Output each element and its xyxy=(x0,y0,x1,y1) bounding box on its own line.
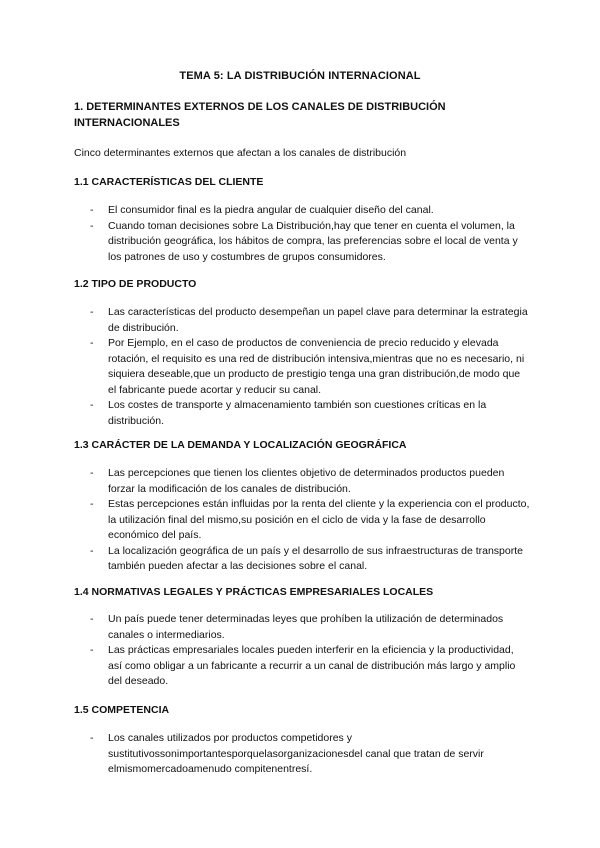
bullet-dash: - xyxy=(90,644,94,656)
main-heading: 1. DETERMINANTES EXTERNOS DE LOS CANALES DE DISTRIBUCIÓN INTERNACIONALES xyxy=(74,101,446,129)
list-item: - La localización geográfica de un país y el desarrollo de sus infraestructuras de transporte también pueden afectar a las decisiones sobre el canal. xyxy=(90,544,523,572)
list-item: - Las prácticas empresariales locales pueden interferir en la eficiencia y la productividad, así como obligar a un fabricante a recurrir a un canal de distribución más largo y amplio del deseado. xyxy=(90,644,516,687)
document-title: TEMA 5: LA DISTRIBUCIÓN INTERNACIONAL xyxy=(179,70,421,82)
section-list-1-2 xyxy=(90,305,530,429)
section-heading-1-4: 1.4 NORMATIVAS LEGALES Y PRÁCTICAS EMPRESARIALES LOCALES xyxy=(74,586,434,598)
section-list-1-3 xyxy=(90,466,530,575)
list-item: - Cuando toman decisiones sobre La Distribución,hay que tener en cuenta el volumen, la distribución geográfica, los hábitos de compra, las preferencias sobre el local de venta y los patrones de uso y costumbres de grupos consumidores. xyxy=(90,219,518,263)
list-item: - El consumidor final es la piedra angular de cualquier diseño del canal. xyxy=(90,203,530,219)
section-list-1-4 xyxy=(90,612,530,690)
list-item: - Los canales utilizados por productos competidores y sustitutivossonimportantesporquelasorganizacionesdel canal que tratan de servir elmismomercadoamenudo compitenentresí. xyxy=(90,732,484,775)
bullet-dash: - xyxy=(90,732,94,744)
bullet-dash: - xyxy=(90,219,94,232)
section-list-1-5 xyxy=(90,731,530,778)
bullet-dash: - xyxy=(90,613,94,625)
intro-paragraph: Cinco determinantes externos que afectan a los canales de distribución xyxy=(74,147,407,159)
section-list-1-1 xyxy=(90,203,530,265)
section-heading-1-3: 1.3 CARÁCTER DE LA DEMANDA Y LOCALIZACIÓN GEOGRÁFICA xyxy=(74,439,407,451)
bullet-dash: - xyxy=(90,337,94,349)
list-item: - Por Ejemplo, en el caso de productos de conveniencia de precio reducido y elevada rotación, el requisito es una red de distribución intensiva,mientras que no es necesario, ni siquiera deseable,que un producto de prestigio tenga una gran distribución,de modo que el fabricante puede acortar y reducir su canal. xyxy=(90,337,525,396)
bullet-dash: - xyxy=(90,399,94,411)
bullet-dash: - xyxy=(90,467,94,479)
list-item: - Estas percepciones están influidas por la renta del cliente y la experiencia con el producto, la utilización final del mismo,su posición en el ciclo de vida y la fase de desarrollo económico del país. xyxy=(90,498,530,541)
bullet-dash: - xyxy=(90,204,94,216)
section-heading-1-1: 1.1 CARACTERÍSTICAS DEL CLIENTE xyxy=(74,176,264,188)
bullet-dash: - xyxy=(90,544,94,557)
list-item: - Las características del producto desempeñan un papel clave para determinar la estrategia de distribución. xyxy=(90,306,528,334)
list-item: - Las percepciones que tienen los clientes objetivo de determinados productos pueden forzar la modificación de los canales de distribución. xyxy=(90,467,505,495)
section-heading-1-5: 1.5 COMPETENCIA xyxy=(74,704,170,716)
bullet-dash: - xyxy=(90,306,94,318)
list-item: - Los costes de transporte y almacenamiento también son cuestiones críticas en la distribución. xyxy=(90,399,487,427)
bullet-dash: - xyxy=(90,498,94,510)
list-item: - Un país puede tener determinadas leyes que prohíben la utilización de determinados canales o intermediarios. xyxy=(90,613,504,641)
section-heading-1-2: 1.2 TIPO DE PRODUCTO xyxy=(74,278,197,290)
